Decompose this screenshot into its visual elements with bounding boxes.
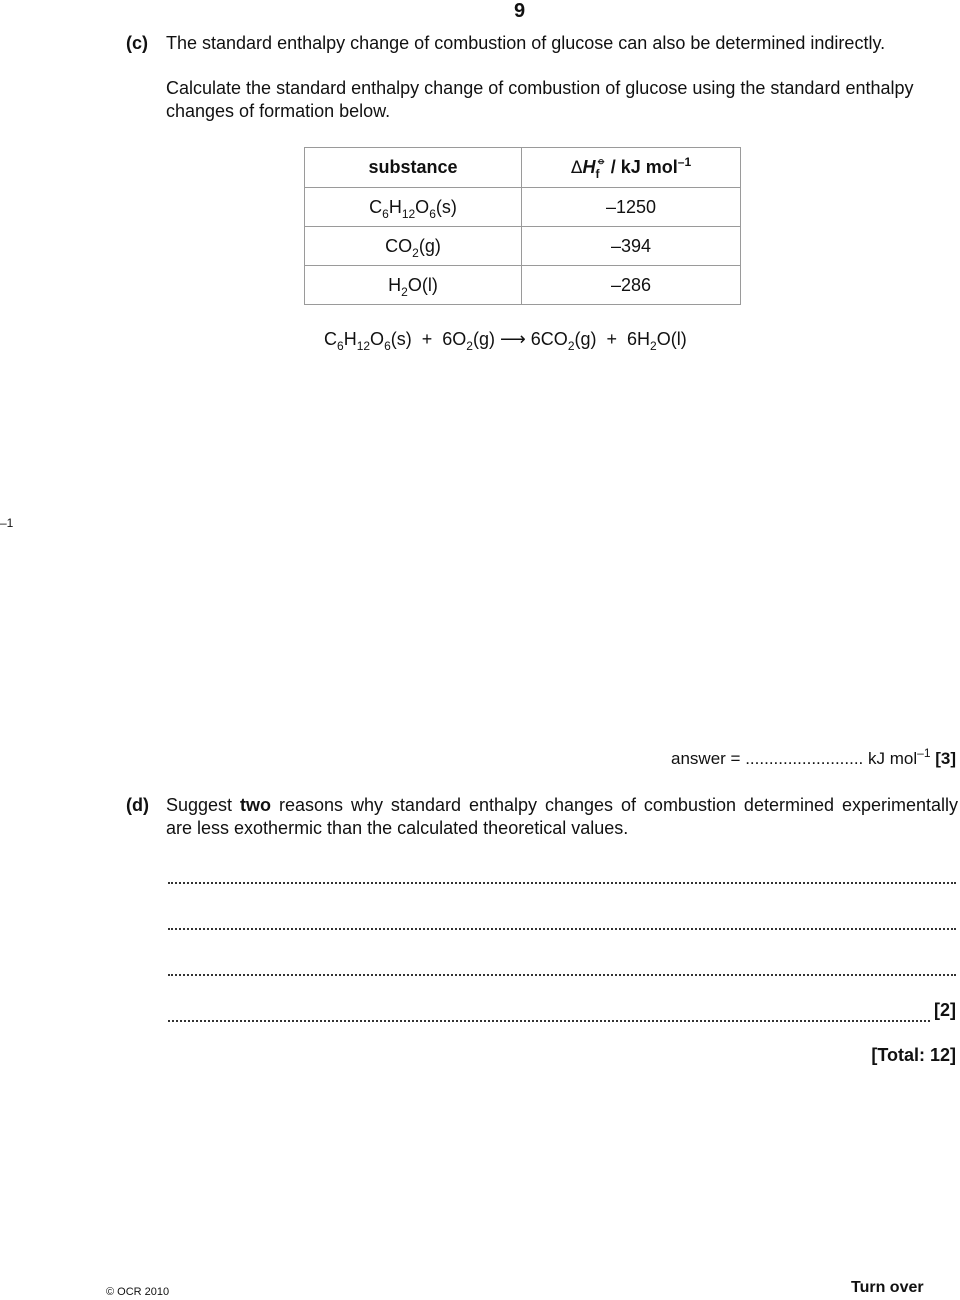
reaction-arrow-icon: ⟶	[499, 329, 526, 350]
formula-subscript: 2	[401, 284, 408, 299]
equation-part: C	[324, 329, 337, 349]
formula-part: (s)	[435, 196, 457, 217]
formula-subscript: 2	[412, 245, 419, 260]
copyright: © OCR 2010	[106, 1286, 170, 1298]
combustion-equation	[324, 328, 687, 351]
equation-subscript: 6	[337, 339, 344, 353]
turn-over: Turn over	[851, 1279, 924, 1296]
equation-part: O(l)	[656, 329, 687, 349]
part-d-text-start: Suggest	[166, 795, 241, 815]
equation-subscript: 2	[650, 339, 657, 353]
answer-line-4[interactable]	[168, 1000, 930, 1022]
table-row	[305, 266, 741, 305]
formula-part: O(l)	[407, 274, 438, 295]
delta-symbol: Δ	[570, 158, 583, 178]
table-row	[305, 188, 741, 227]
formula-part: H	[388, 196, 402, 217]
answer-unit: kJ mol	[863, 749, 918, 768]
value-co2: –394	[522, 227, 741, 266]
page-number: 9	[514, 0, 526, 22]
equation-part: (s) + 6O	[390, 329, 467, 349]
part-d-text-end: reasons why standard enthalpy changes of combustion determined experimentally are less exothermic than the calculated theoretical values.	[166, 795, 958, 838]
equation-part: H	[343, 329, 357, 349]
marks-d: [2]	[934, 1000, 956, 1020]
equation-subscript: 12	[356, 339, 371, 353]
equation-part: (g) + 6H	[574, 329, 651, 349]
formula-part: H	[388, 274, 402, 295]
part-d-emphasis: two	[240, 795, 272, 815]
header-enthalpy	[522, 148, 741, 188]
enthalpy-formation-table	[304, 147, 741, 305]
standard-state-icon: ⦵	[596, 155, 606, 167]
equation-subscript: 6	[384, 339, 391, 353]
equation-part: O	[370, 329, 385, 349]
table-header-row	[305, 148, 741, 188]
answer-prefix: answer =	[671, 749, 746, 768]
formula-subscript: 12	[401, 206, 416, 221]
h-symbol: H	[582, 157, 596, 177]
answer-blank[interactable]: .........................	[745, 749, 864, 768]
question-label-c: (c)	[126, 33, 148, 53]
formula-part: C	[369, 196, 383, 217]
answer-line-2[interactable]	[168, 908, 956, 930]
header-unit: / kJ mol	[605, 157, 678, 177]
substance-water	[305, 266, 522, 305]
substance-glucose	[305, 188, 522, 227]
answer-line	[671, 746, 956, 769]
value-water: –286	[522, 266, 741, 305]
formula-subscript: 6	[429, 206, 436, 221]
marks-c: [3]	[930, 749, 956, 768]
part-c-instruction: Calculate the standard enthalpy change of combustion of glucose using the standard enthalpy changes of formation below.	[166, 78, 914, 121]
answer-unit-exponent: –1	[917, 746, 931, 760]
total-marks: [Total: 12]	[871, 1045, 956, 1065]
part-d-text	[166, 794, 958, 840]
question-label-d: (d)	[126, 795, 149, 815]
formula-part: CO	[385, 235, 413, 256]
value-glucose: –1250	[522, 188, 741, 227]
formula-part: O	[415, 196, 430, 217]
equation-subscript: 2	[466, 339, 473, 353]
subscript-f: f	[595, 167, 600, 181]
answer-line-1[interactable]	[168, 862, 956, 884]
header-substance: substance	[305, 148, 522, 188]
margin-mark: –1	[0, 516, 14, 530]
equation-part: (g)	[472, 329, 495, 349]
part-c-intro: The standard enthalpy change of combustion of glucose can also be determined indirectly.	[166, 33, 886, 53]
substance-co2	[305, 227, 522, 266]
header-unit-exponent: –1	[677, 155, 692, 169]
equation-subscript: 2	[567, 339, 575, 353]
formula-part: (g)	[418, 235, 441, 256]
equation-part: 6CO	[530, 329, 568, 349]
answer-line-3[interactable]	[168, 954, 956, 976]
table-row	[305, 227, 741, 266]
formula-subscript: 6	[382, 206, 389, 221]
